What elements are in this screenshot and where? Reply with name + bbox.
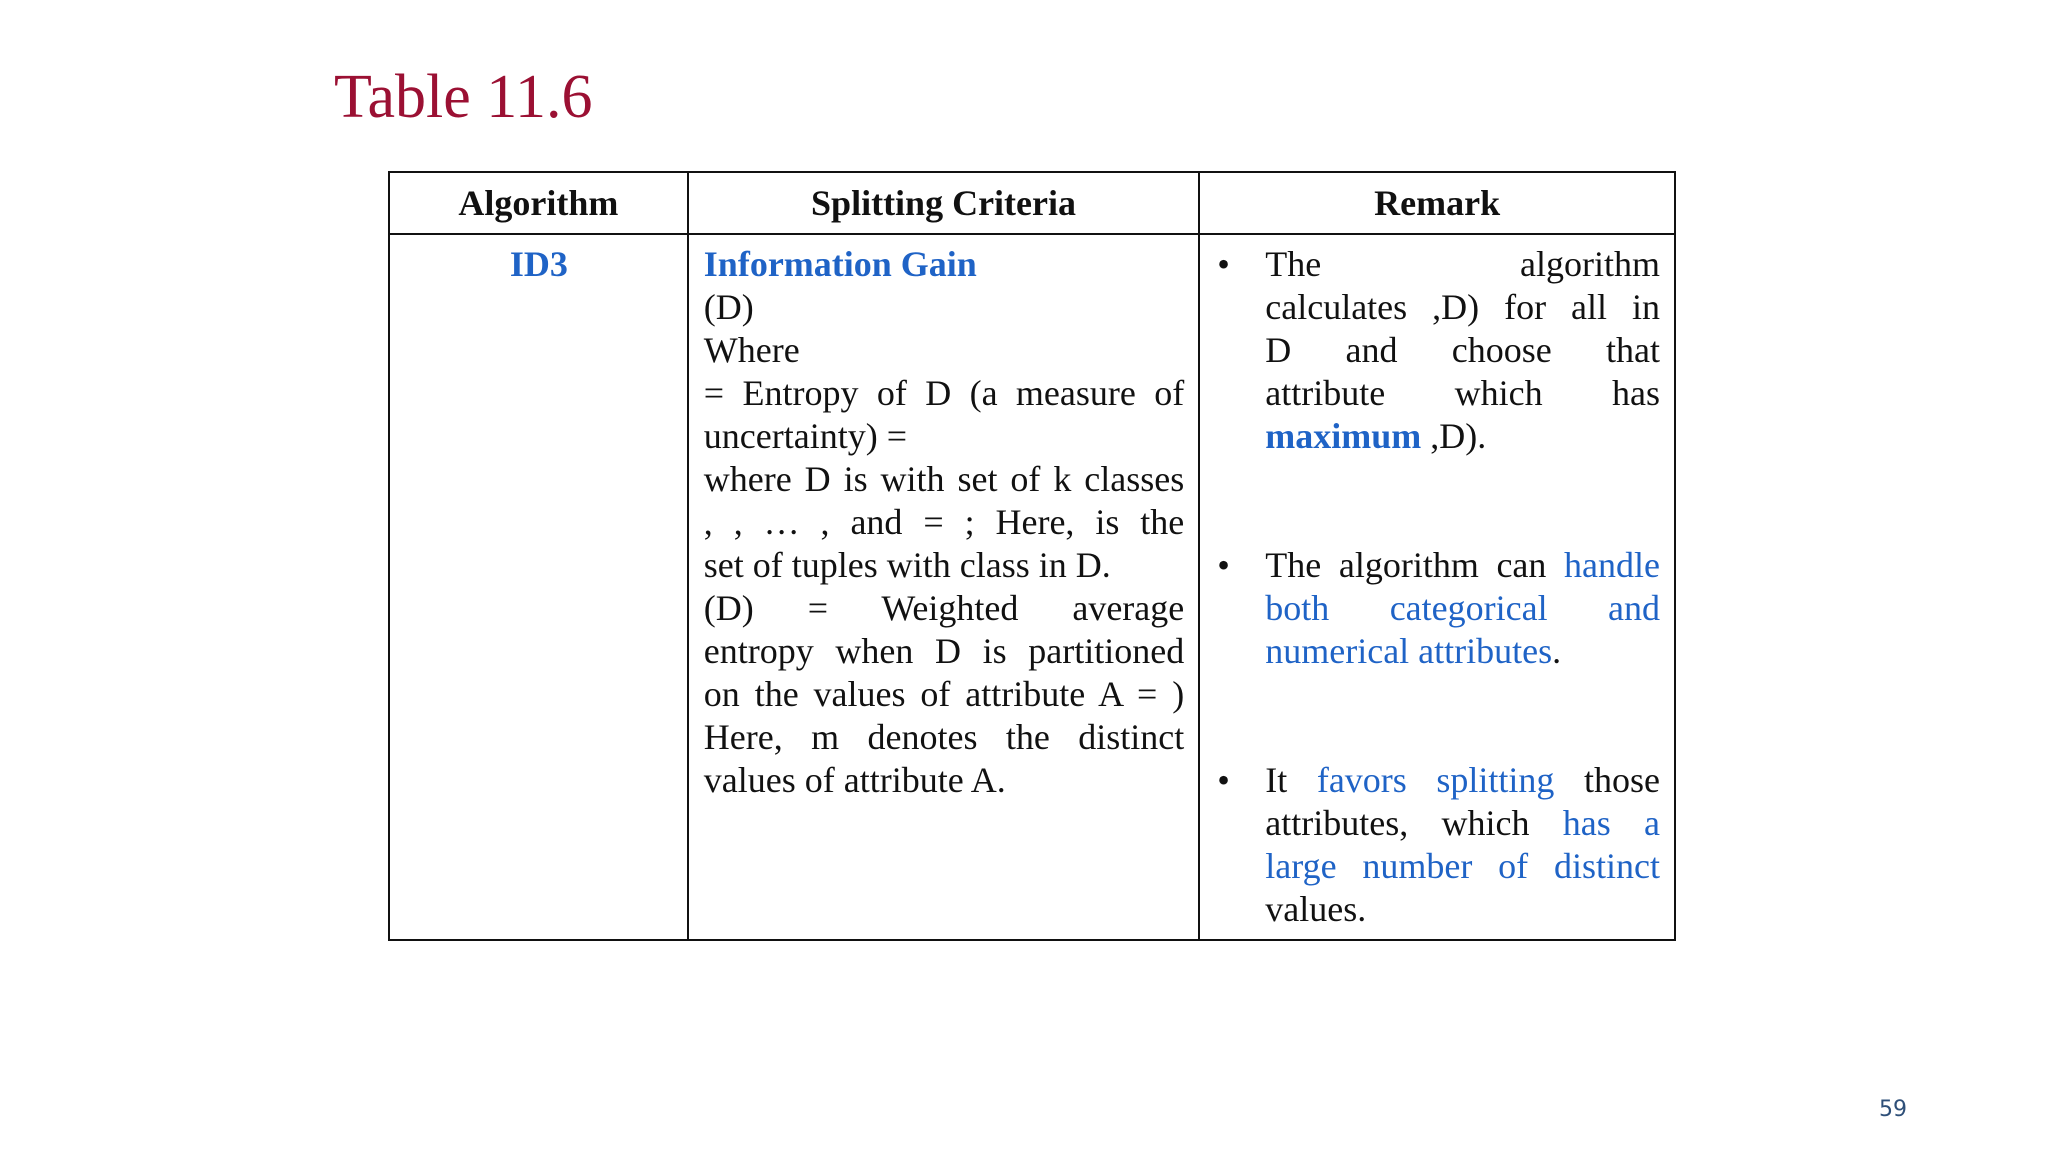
- remark-line: [1265, 759, 1660, 802]
- algorithm-comparison-table: [388, 171, 1676, 941]
- page-number: 59: [1879, 1097, 1907, 1122]
- remark-line: D and choose that: [1265, 330, 1660, 370]
- remark-text: The algorithm can: [1265, 545, 1565, 585]
- splitting-criteria-cell: [688, 234, 1199, 940]
- remark-line: [1265, 630, 1660, 673]
- remark-cell: [1199, 234, 1675, 940]
- table-header-row: [389, 172, 1675, 234]
- remark-highlight: favors splitting: [1316, 760, 1555, 800]
- criteria-line: (D): [703, 287, 754, 327]
- remark-spacer: [1215, 458, 1660, 544]
- remark-item: [1215, 759, 1660, 931]
- remark-tail: .: [1552, 631, 1562, 671]
- criteria-line: on the values of attribute A = ): [703, 674, 1185, 714]
- header-algorithm: Algorithm: [389, 172, 688, 234]
- remark-spacer: [1215, 673, 1660, 759]
- criteria-line: , , … , and = ; Here, is the: [703, 502, 1185, 542]
- header-remark: Remark: [1199, 172, 1675, 234]
- remark-tail: ,D).: [1421, 416, 1487, 456]
- remark-line: values.: [1265, 889, 1367, 929]
- bullet-icon: •: [1217, 545, 1230, 585]
- remark-line: calculates ,D) for all in: [1265, 287, 1660, 327]
- remark-item: [1215, 243, 1660, 458]
- bullet-icon: •: [1217, 760, 1230, 800]
- remark-line: The algorithm: [1265, 244, 1660, 284]
- remark-line: attribute which has: [1265, 373, 1660, 413]
- algorithm-name: ID3: [509, 244, 568, 284]
- criteria-line: Here, m denotes the distinct: [703, 717, 1185, 757]
- criteria-line: entropy when D is partitioned: [703, 631, 1185, 671]
- remark-highlight: numerical attributes: [1265, 631, 1553, 671]
- criteria-line: uncertainty) =: [703, 416, 908, 456]
- remark-line: large number of distinct: [1265, 846, 1660, 886]
- remark-text: It: [1265, 760, 1317, 800]
- remark-highlight: handle: [1564, 545, 1660, 585]
- table-header: [389, 172, 1675, 234]
- remark-line: both categorical and: [1265, 588, 1660, 628]
- table-body: [389, 234, 1675, 940]
- remark-list: [1215, 243, 1660, 931]
- remark-item: [1215, 544, 1660, 673]
- slide-title: Table 11.6: [334, 63, 593, 131]
- remark-line: [1265, 415, 1660, 458]
- criteria-line: (D) = Weighted average: [703, 588, 1185, 628]
- criteria-line: where D is with set of k classes: [703, 459, 1185, 499]
- algorithm-cell: [389, 234, 688, 940]
- header-splitting-criteria: Splitting Criteria: [688, 172, 1199, 234]
- criteria-line: values of attribute A.: [703, 760, 1006, 800]
- remark-line: [1265, 802, 1660, 845]
- remark-highlight: has a: [1562, 803, 1660, 843]
- criteria-line: Where: [703, 330, 800, 370]
- criteria-heading: Information Gain: [703, 244, 977, 284]
- bullet-icon: •: [1217, 244, 1230, 284]
- criteria-line: set of tuples with class in D.: [703, 545, 1111, 585]
- table-row-id3: [389, 234, 1675, 940]
- remark-text: those: [1554, 760, 1661, 800]
- remark-highlight: maximum: [1265, 416, 1422, 456]
- remark-line: [1265, 544, 1660, 587]
- criteria-line: = Entropy of D (a measure of: [703, 373, 1185, 413]
- remark-text: attributes, which: [1265, 803, 1563, 843]
